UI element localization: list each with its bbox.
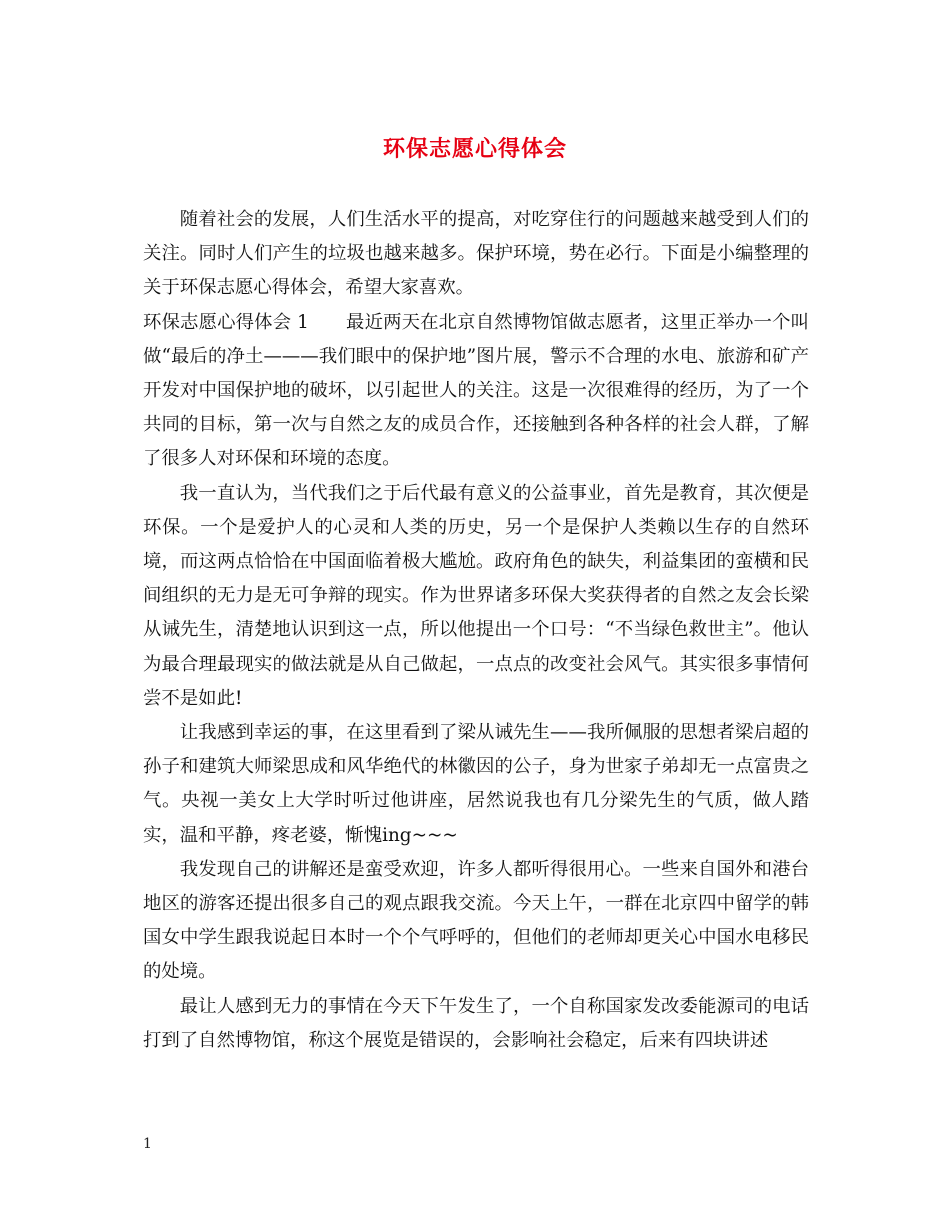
paragraph-intro: 随着社会的发展，人们生活水平的提高，对吃穿住行的问题越来越受到人们的关注。同时人们产生的垃圾也越来越多。保护环境，势在必行。下面是小编整理的关于环保志愿心得体会，希望大家喜欢。 (143, 209, 809, 299)
document-body (143, 203, 809, 1058)
paragraph-opinion: 我一直认为，当代我们之于后代最有意义的公益事业，首先是教育，其次便是环保。一个是爱护人的心灵和人类的历史，另一个是保护人类赖以生存的自然环境，而这两点恰恰在中国面临着极大尴尬。政府角色的缺失，利益集团的蛮横和民间组织的无力是无可争辩的现实。作为世界诸多环保大奖获得者的自然之友会长梁从诫先生，清楚地认识到这一点，所以他提出一个口号：“不当绿色救世主”。他认为最合理最现实的做法就是从自己做起，一点点的改变社会风气。其实很多事情何尝不是如此! (143, 482, 809, 709)
document-title: 环保志愿心得体会 (382, 136, 567, 162)
paragraph-afternoon: 最让人感到无力的事情在今天下午发生了，一个自称国家发改委能源司的电话打到了自然博物馆，称这个展览是错误的，会影响社会稳定，后来有四块讲述 (143, 995, 809, 1051)
paragraph-liang: 让我感到幸运的事，在这里看到了梁从诫先生——我所佩服的思想者梁启超的孙子和建筑大师梁思成和风华绝代的林徽因的公子，身为世家子弟却无一点富贵之气。央视一美女上大学时听过他讲座，居然说我也有几分梁先生的气质，做人踏实，温和平静，疼老婆，惭愧ing~~~ (143, 722, 809, 846)
page-number: 1 (143, 1136, 152, 1152)
paragraph-visitors: 我发现自己的讲解还是蛮受欢迎，许多人都听得很用心。一些来自国外和港台地区的游客还提出很多自己的观点跟我交流。今天上午，一群在北京四中留学的韩国女中学生跟我说起日本时一个个气呼呼的，但他们的老师却更关心中国水电移民的处境。 (143, 858, 809, 983)
paragraph-section-1: 环保志愿心得体会 1 最近两天在北京自然博物馆做志愿者，这里正举办一个叫做“最后的净土———我们眼中的保护地”图片展，警示不合理的水电、旅游和矿产开发对中国保护地的破坏，以引起世人的关注。这是一次很难得的经历，为了一个共同的目标，第一次与自然之友的成员合作，还接触到各种各样的社会人群，了解了很多人对环保和环境的态度。 (143, 311, 809, 470)
